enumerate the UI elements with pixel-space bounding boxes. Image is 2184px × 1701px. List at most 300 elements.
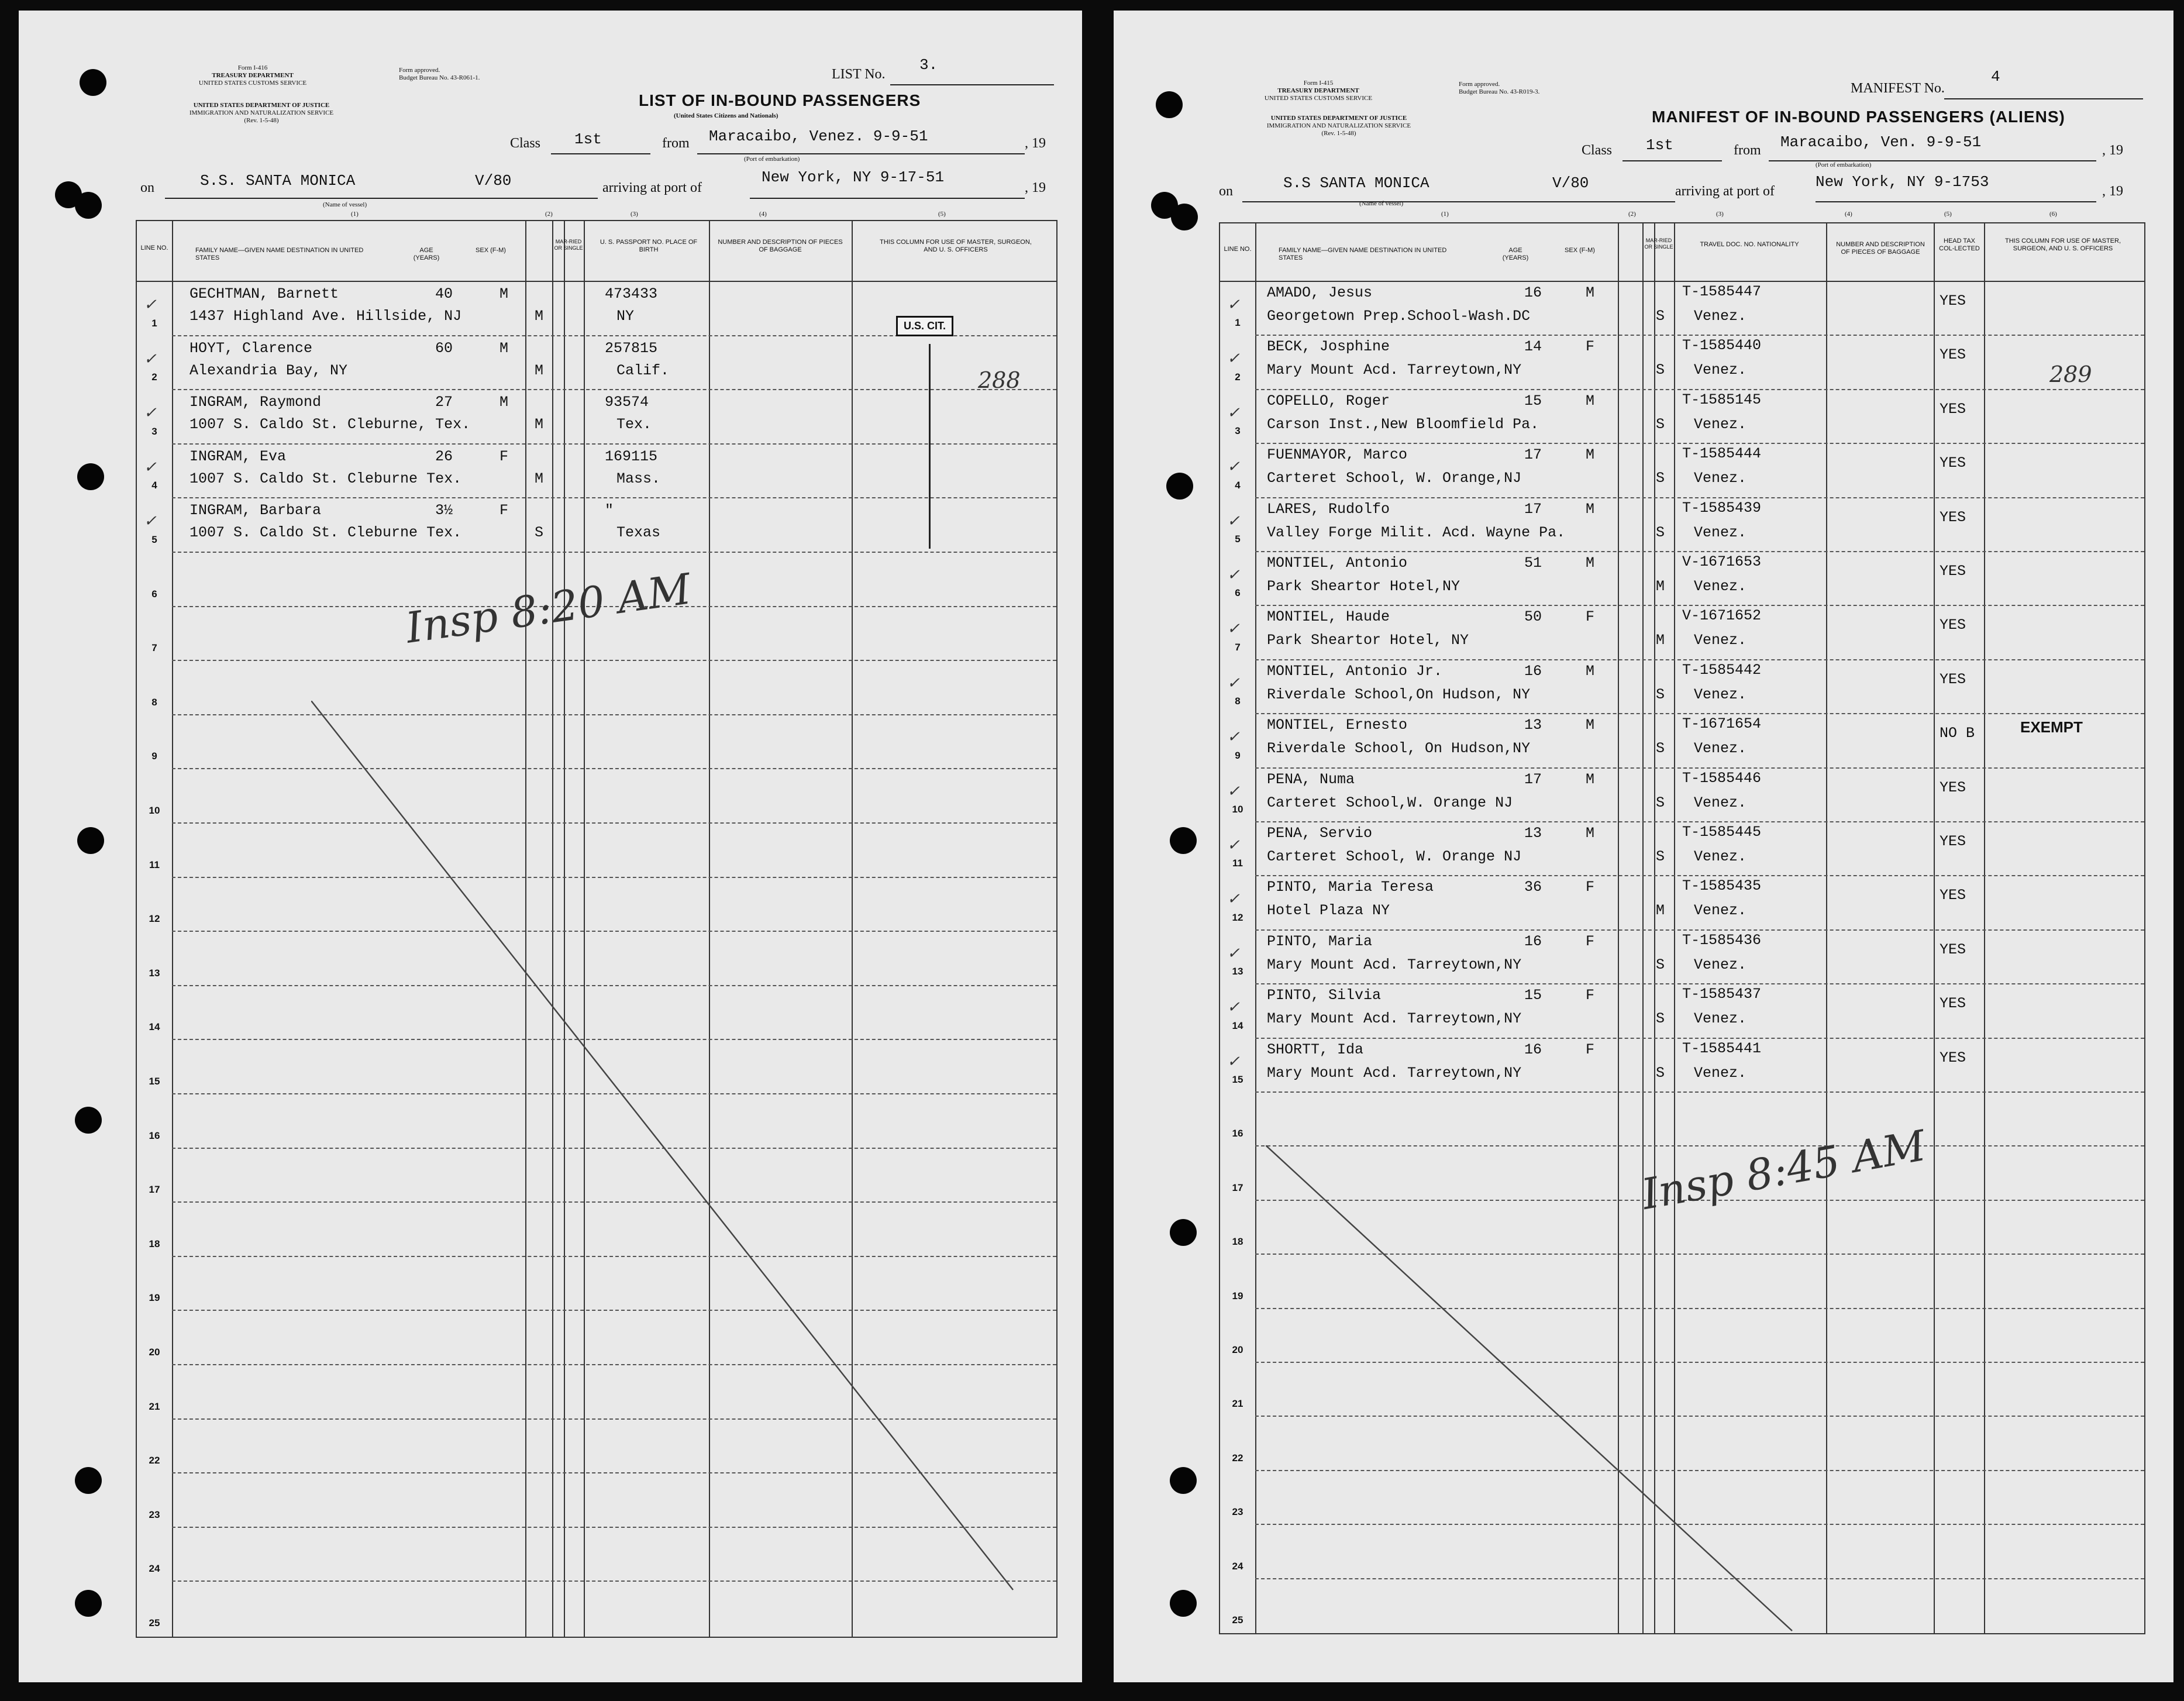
header-sex: SEX (F-M) [476,247,506,254]
line-number: 5 [1235,533,1241,545]
cell-sex: F [500,502,509,519]
check-mark: ✓ [144,512,157,531]
check-mark: ✓ [1227,890,1240,908]
check-mark: ✓ [1227,566,1240,584]
cell-sex: M [1586,392,1595,409]
line-number: 11 [149,859,160,870]
punch-hole [75,1467,102,1494]
line-number: 15 [149,1076,160,1087]
cell-doc: T-1585444 [1682,445,1762,463]
row-divider [1255,983,2144,984]
colnum: (5) [1944,211,1952,218]
line-number: 9 [1235,749,1241,761]
vessel-caption: (Name of vessel) [323,201,367,208]
row-divider [1255,389,2144,390]
cell-sex: F [1586,608,1595,626]
row-divider [172,552,1056,553]
line-number: 17 [149,1184,160,1196]
line-number: 1 [151,317,157,329]
cancel-line [311,701,1048,1625]
colnum: (4) [759,211,767,218]
check-mark: ✓ [1227,944,1240,962]
cell-name: BECK, Josphine [1267,338,1390,356]
cell-doc: T-1585445 [1682,824,1762,841]
year-label-2: , 19 [1025,180,1046,195]
check-mark: ✓ [1227,404,1240,422]
cell-sex: M [500,285,509,302]
line-number: 2 [151,371,157,383]
inspector-signature: Insp 8:45 AM [1638,1121,1930,1219]
cell-age: 16 [1524,284,1542,301]
cell-sex: M [1586,446,1595,464]
punch-hole [1166,473,1193,500]
class-value: 1st [1646,136,1673,154]
punch-hole [1170,1219,1197,1246]
cell-doc: T-1585435 [1682,877,1762,895]
punch-hole [1156,91,1183,118]
line-number: 21 [149,1400,160,1412]
cell-ms: M [1656,578,1665,595]
line-number: 17 [1232,1182,1243,1193]
check-mark: ✓ [1227,782,1240,800]
arriving-label: arriving at port of [602,180,702,195]
page-title: MANIFEST OF IN-BOUND PASSENGERS (ALIENS) [1652,108,2065,126]
year-label-2: , 19 [2102,184,2123,199]
cell-name: INGRAM, Barbara [190,502,322,519]
form-approved: Form approved. Budget Bureau No. 43-R019-3. [1459,81,1540,95]
cell-sex: F [1586,338,1595,356]
cell-nat: Venez. [1694,794,1747,811]
line-number: 5 [151,534,157,545]
cell-ms: S [1656,524,1665,541]
cell-sex: F [1586,879,1595,896]
line-number: 21 [1232,1398,1243,1410]
colnum: (3) [1716,211,1724,218]
line-number: 13 [1232,966,1243,977]
cell-dest: 1007 S. Caldo St. Cleburne Tex. [190,470,462,487]
check-mark: ✓ [1227,836,1240,854]
cell-ms: S [1656,794,1665,811]
punch-hole [75,1590,102,1617]
check-mark: ✓ [144,350,157,368]
cell-dest: Carteret School,W. Orange NJ [1267,794,1513,811]
cell-dest: Riverdale School,On Hudson, NY [1267,686,1531,703]
line-number: 24 [1232,1560,1243,1572]
line-number: 14 [149,1021,160,1033]
line-number: 2 [1235,371,1241,383]
cell-age: 15 [1524,392,1542,409]
cell-nat: Venez. [1694,632,1747,649]
line-number: 1 [1235,317,1241,329]
check-mark: ✓ [1227,296,1240,314]
line-number: 19 [149,1292,160,1304]
line-number: 8 [151,696,157,708]
colnum: (5) [938,211,946,218]
cell-name: MONTIEL, Ernesto [1267,717,1408,734]
check-mark: ✓ [1227,1052,1240,1070]
line-number: 16 [149,1130,160,1141]
cell-sex: M [1586,825,1595,842]
cell-age: 3½ [435,502,453,519]
line-number: 7 [1235,641,1241,653]
manifest-number: 4 [1991,68,2000,85]
cell-sex: M [500,339,509,357]
check-mark: ✓ [1227,998,1240,1017]
colnum: (1) [351,211,359,218]
cell-tax: YES [1940,995,1966,1013]
line-number: 3 [151,425,157,437]
officer-number: 289 [2049,361,2092,387]
cell-sex: M [1586,770,1595,788]
cell-dest: Carteret School, W. Orange,NJ [1267,470,1522,487]
class-label: Class [1582,143,1613,158]
header-name: FAMILY NAME—GIVEN NAME DESTINATION IN UNITED STATES [1279,247,1447,261]
cell-doc: T-1585145 [1682,391,1762,408]
cell-name: MONTIEL, Haude [1267,608,1390,626]
colnum: (4) [1845,211,1852,218]
cell-name: INGRAM, Raymond [190,394,322,411]
punch-hole [75,1107,102,1134]
cell-ms: M [535,308,544,325]
cell-nat: Venez. [1694,956,1747,973]
check-mark: ✓ [1227,350,1240,368]
check-mark: ✓ [144,458,157,476]
punch-hole [77,463,104,490]
cell-pp: 257815 [605,339,658,357]
cell-age: 15 [1524,987,1542,1004]
row-divider [172,389,1056,390]
cell-age: 26 [435,447,453,465]
cell-sex: M [1586,662,1595,680]
cell-dest: 1007 S. Caldo St. Cleburne, Tex. [190,416,471,433]
cell-name: MONTIEL, Antonio Jr. [1267,662,1443,680]
line-number: 12 [1232,911,1243,923]
cell-doc: T-1585446 [1682,769,1762,787]
line-number: 18 [149,1238,160,1249]
page-title: LIST OF IN-BOUND PASSENGERS [639,91,921,109]
cell-tax: YES [1940,941,1966,958]
line-number: 13 [149,967,160,979]
cell-age: 60 [435,339,453,357]
cell-sex: M [1586,555,1595,571]
cell-name: PENA, Servio [1267,825,1373,842]
row-divider [1255,497,2144,498]
check-mark: ✓ [1227,458,1240,476]
cell-pp: 473433 [605,285,658,302]
line-number: 7 [151,642,157,654]
cell-doc: T-1585437 [1682,986,1762,1003]
line-number: 6 [1235,587,1241,599]
line-number: 9 [151,750,157,762]
voyage-number: V/80 [475,172,512,190]
line-number: 3 [1235,425,1241,437]
from-label: from [662,136,690,151]
cell-nat: Venez. [1694,578,1747,595]
cell-name: MONTIEL, Antonio [1267,555,1408,571]
cell-doc: T-1585439 [1682,499,1762,517]
line-number: 22 [149,1455,160,1466]
cell-tax: YES [1940,1049,1966,1066]
line-number: 25 [1232,1614,1243,1626]
cell-nat: Venez. [1694,686,1747,703]
cell-sex: M [500,394,509,411]
cell-age: 17 [1524,500,1542,518]
check-mark: ✓ [144,296,157,314]
cell-age: 40 [435,285,453,302]
department: UNITED STATES DEPARTMENT OF JUSTICE IMMIGRATION AND NATURALIZATION SERVICE (Rev. 1-5-48) [189,102,334,124]
cell-ms: S [535,524,544,542]
arrival-port: New York, NY 9-1753 [1816,173,1989,191]
cell-name: GECHTMAN, Barnett [190,285,339,302]
punch-hole [1170,1467,1197,1494]
header-age: AGE (YEARS) [413,247,440,261]
cell-dest: 1007 S. Caldo St. Cleburne Tex. [190,524,462,542]
cell-tax: YES [1940,887,1966,904]
check-mark: ✓ [1227,674,1240,692]
cell-age: 16 [1524,662,1542,680]
cell-pob: Tex. [616,416,652,433]
header-baggage: NUMBER AND DESCRIPTION OF PIECES OF BAGGAGE [1836,241,1925,256]
row-divider [172,497,1056,498]
cell-ms: S [1656,361,1665,379]
cell-tax: YES [1940,454,1966,472]
line-number: 24 [149,1563,160,1575]
cell-tax: YES [1940,563,1966,580]
page-subtitle: (United States Citizens and Nationals) [674,112,778,119]
cell-age: 27 [435,394,453,411]
list-number-line [890,67,1054,85]
cell-name: HOYT, Clarence [190,339,313,357]
cell-nat: Venez. [1694,361,1747,379]
line-number: 19 [1232,1290,1243,1301]
us-citizen-stamp: U.S. CIT. [896,316,953,336]
cell-ms: M [535,361,544,379]
row-divider [1255,1091,2144,1093]
port-caption: (Port of embarkation) [1816,161,1872,168]
on-label: on [1219,184,1233,199]
header-travel-doc: TRAVEL DOC. NO. NATIONALITY [1700,241,1799,248]
port-caption: (Port of embarkation) [744,156,800,163]
right-manifest-page [1114,11,2173,1682]
cell-pob: Texas [616,524,661,542]
arrival-port: New York, NY 9-17-51 [762,168,945,186]
cell-tax: YES [1940,346,1966,364]
officer-number: 288 [978,367,1021,393]
form-id: Form I-416 TREASURY DEPARTMENT UNITED STATES CUSTOMS SERVICE [198,64,307,87]
cell-name: PENA, Numa [1267,770,1355,788]
row-divider [172,443,1056,445]
cell-dest: Mary Mount Acd. Tarreytown,NY [1267,1010,1522,1028]
cell-name: PINTO, Maria Teresa [1267,879,1434,896]
punch-hole [1170,827,1197,854]
class-value: 1st [574,130,602,148]
cell-tax: YES [1940,670,1966,688]
cell-age: 50 [1524,608,1542,626]
line-number: 20 [1232,1344,1243,1355]
line-number: 8 [1235,695,1241,707]
header-name: FAMILY NAME—GIVEN NAME DESTINATION IN UNITED STATES [195,247,364,261]
cell-dest: Carson Inst.,New Bloomfield Pa. [1267,415,1539,433]
cell-ms: S [1656,686,1665,703]
cell-age: 13 [1524,717,1542,734]
row-divider [1255,713,2144,714]
class-label: Class [510,136,541,151]
cell-name: FUENMAYOR, Marco [1267,446,1408,464]
cell-age: 16 [1524,932,1542,950]
cell-ms: S [1656,1064,1665,1082]
line-number: 4 [1235,479,1241,491]
cell-name: PINTO, Maria [1267,932,1373,950]
cell-age: 36 [1524,879,1542,896]
arriving-label: arriving at port of [1675,184,1775,199]
cell-sex: M [1586,717,1595,734]
on-label: on [140,180,154,195]
cancel-line [1266,1145,1851,1672]
line-number: 10 [149,805,160,816]
cell-nat: Venez. [1694,902,1747,920]
colnum: (1) [1441,211,1449,218]
line-number: 11 [1232,858,1243,869]
cell-doc: T-1585441 [1682,1039,1762,1057]
line-number: 15 [1232,1074,1243,1085]
cell-nat: Venez. [1694,470,1747,487]
header-married: MAR-RIED OR SINGLE [1644,237,1673,250]
cell-dest: Carteret School, W. Orange NJ [1267,848,1522,865]
cell-ms: M [1656,902,1665,920]
colnum: (6) [2049,211,2057,218]
from-label: from [1734,143,1761,158]
row-divider [1255,605,2144,606]
list-label: LIST No. [832,67,886,82]
header-passport: U. S. PASSPORT NO. PLACE OF BIRTH [600,239,698,253]
cell-tax: YES [1940,292,1966,309]
cell-dest: 1437 Highland Ave. Hillside, NJ [190,308,462,325]
header-head-tax: HEAD TAX COL-LECTED [1939,237,1980,252]
list-number: 3. [919,56,938,74]
row-divider [1255,551,2144,552]
line-number: 10 [1232,804,1243,815]
cell-sex: F [1586,1041,1595,1058]
cell-doc: T-1585436 [1682,931,1762,949]
cell-age: 16 [1524,1041,1542,1058]
cell-doc: T-1585447 [1682,283,1762,300]
cell-sex: M [1586,500,1595,518]
cell-doc: T-1585440 [1682,337,1762,354]
inspector-signature: Insp 8:20 AM [402,564,694,653]
cell-doc: T-1671654 [1682,715,1762,733]
cell-tax: YES [1940,400,1966,418]
colnum: (3) [631,211,638,218]
row-divider [1255,335,2144,336]
cell-doc: T-1585442 [1682,661,1762,679]
cell-pp: 169115 [605,447,658,465]
cell-dest: Valley Forge Milit. Acd. Wayne Pa. [1267,524,1566,541]
cell-tax: YES [1940,508,1966,526]
cell-nat: Venez. [1694,415,1747,433]
line-number: 18 [1232,1236,1243,1248]
header-line-no: LINE NO. [140,245,168,252]
voyage-number: V/80 [1552,174,1589,192]
check-mark: ✓ [1227,728,1240,746]
row-divider [1255,767,2144,769]
cell-name: INGRAM, Eva [190,447,287,465]
stamp-arrow [929,344,931,549]
cell-age: 14 [1524,338,1542,356]
cell-pob: NY [616,308,635,325]
line-number: 4 [151,480,157,491]
header-officers: THIS COLUMN FOR USE OF MASTER, SURGEON, AND U. S. OFFICERS [880,239,1032,253]
cell-ms: M [1656,632,1665,649]
cell-nat: Venez. [1694,848,1747,865]
cell-nat: Venez. [1694,1064,1747,1082]
vessel-name: S.S SANTA MONICA [1283,174,1429,192]
cell-sex: M [1586,284,1595,301]
cell-dest: Riverdale School, On Hudson,NY [1267,740,1531,757]
vessel-name: S.S. SANTA MONICA [200,172,356,190]
cell-ms: S [1656,415,1665,433]
cell-ms: S [1656,848,1665,865]
check-mark: ✓ [144,404,157,422]
cell-tax: NO B [1940,725,1975,742]
year-label: , 19 [1025,136,1046,151]
cell-ms: S [1656,470,1665,487]
punch-hole [80,69,106,96]
row-divider [1255,659,2144,660]
exempt-mark: EXEMPT [2020,718,2083,736]
punch-hole [1171,204,1198,230]
cell-dest: Georgetown Prep.School-Wash.DC [1267,308,1531,325]
form-approved: Form approved. Budget Bureau No. 43-R061-1. [399,67,480,81]
cell-pob: Mass. [616,470,661,487]
row-divider [1255,929,2144,931]
cell-age: 17 [1524,770,1542,788]
colnum: (2) [545,211,553,218]
cell-age: 51 [1524,555,1542,571]
cell-sex: F [1586,932,1595,950]
line-number: 12 [149,913,160,925]
line-number: 23 [1232,1506,1243,1518]
check-mark: ✓ [1227,512,1240,530]
header-line-no: LINE NO. [1224,246,1252,253]
line-number: 6 [151,588,157,600]
cell-nat: Venez. [1694,1010,1747,1028]
manifest-label: MANIFEST No. [1851,81,1945,96]
row-divider [1255,1038,2144,1039]
line-number: 22 [1232,1452,1243,1464]
cell-name: AMADO, Jesus [1267,284,1373,301]
vessel-caption: (Name of vessel) [1359,200,1404,207]
cell-pp: " [605,502,614,519]
header-sex: SEX (F-M) [1565,247,1595,254]
cell-name: SHORTT, Ida [1267,1041,1364,1058]
cell-nat: Venez. [1694,740,1747,757]
cell-dest: Park Sheartor Hotel,NY [1267,578,1460,595]
cell-sex: F [1586,987,1595,1004]
cell-sex: F [500,447,509,465]
header-officers: THIS COLUMN FOR USE OF MASTER, SURGEON, AND U. S. OFFICERS [2004,237,2121,252]
department: UNITED STATES DEPARTMENT OF JUSTICE IMMIGRATION AND NATURALIZATION SERVICE (Rev. 1-5-48) [1266,115,1411,137]
cell-age: 17 [1524,446,1542,464]
cell-name: PINTO, Silvia [1267,987,1382,1004]
punch-hole [75,192,102,219]
cell-dest: Mary Mount Acd. Tarreytown,NY [1267,361,1522,379]
cell-dest: Park Sheartor Hotel, NY [1267,632,1469,649]
header-baggage: NUMBER AND DESCRIPTION OF PIECES OF BAGGAGE [718,239,843,253]
cell-doc: V-1671652 [1682,607,1762,625]
line-number: 16 [1232,1128,1243,1139]
header-age: AGE (YEARS) [1502,247,1529,261]
cell-ms: M [535,470,544,487]
